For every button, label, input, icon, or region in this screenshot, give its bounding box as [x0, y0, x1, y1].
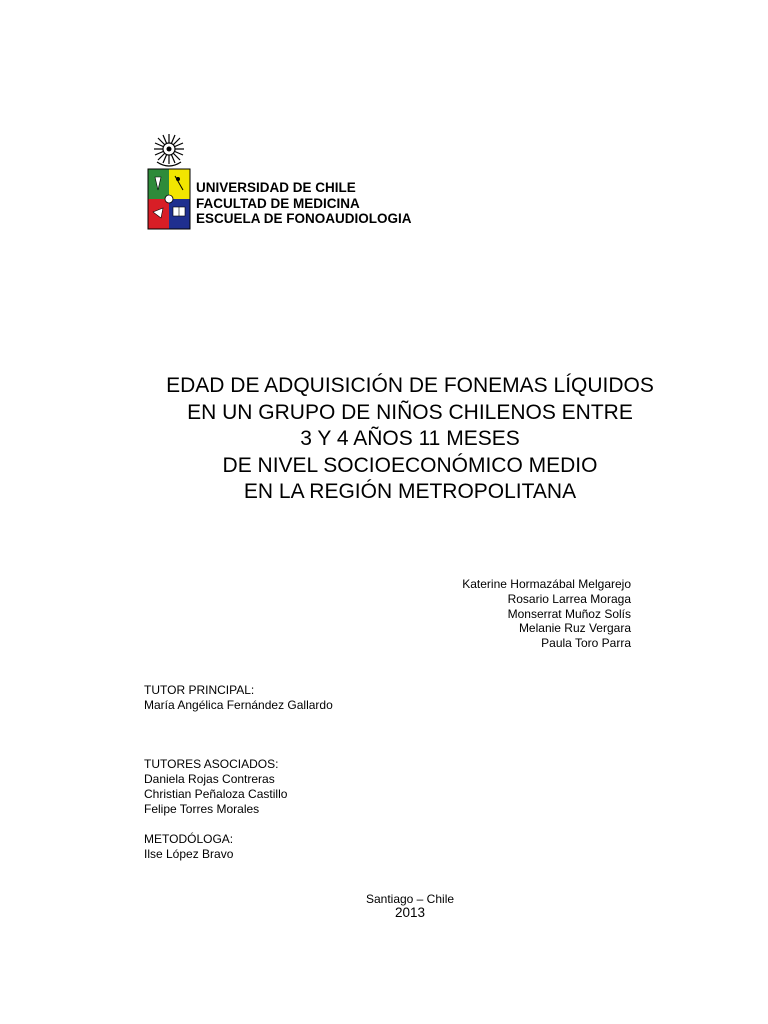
author-name: Katerine Hormazábal Melgarejo — [462, 577, 631, 591]
place-text: Santiago – Chile — [365, 892, 455, 906]
tutor-principal-block — [144, 683, 333, 713]
tutor-asociado-name: Christian Peñaloza Castillo — [144, 787, 288, 801]
author-name: Monserrat Muñoz Solís — [507, 606, 631, 621]
author-name: Paula Toro Parra — [541, 636, 631, 651]
tutores-asociados-label: TUTORES ASOCIADOS: — [144, 757, 279, 771]
tutor-asociado-name: Felipe Torres Morales — [144, 802, 260, 816]
year-text: 2013 — [394, 905, 426, 920]
thesis-title — [0, 373, 768, 506]
shield-icon — [148, 169, 190, 229]
metodologa-name: Ilse López Bravo — [144, 847, 234, 861]
title-line: EDAD DE ADQUISICIÓN DE FONEMAS LÍQUIDOS — [166, 374, 654, 397]
tutor-principal-name: María Angélica Fernández Gallardo — [144, 698, 333, 712]
school-name: ESCUELA DE FONOAUDIOLOGIA — [196, 211, 412, 226]
tutores-asociados-block — [144, 757, 287, 817]
place-date-block — [310, 892, 510, 920]
metodologa-label: METODÓLOGA: — [144, 832, 234, 846]
university-name: UNIVERSIDAD DE CHILE — [196, 180, 356, 195]
faculty-name: FACULTAD DE MEDICINA — [196, 195, 360, 211]
title-line: EN LA REGIÓN METROPOLITANA — [243, 480, 577, 503]
tutor-principal-label: TUTOR PRINCIPAL: — [144, 683, 255, 697]
authors-list — [462, 577, 631, 651]
title-line: EN UN GRUPO DE NIÑOS CHILENOS ENTRE — [187, 400, 633, 424]
institution-block — [196, 180, 412, 227]
title-line: DE NIVEL SOCIOECONÓMICO MEDIO — [222, 453, 598, 477]
title-line: 3 Y 4 AÑOS 11 MESES — [300, 427, 520, 450]
tutor-asociado-name: Daniela Rojas Contreras — [144, 772, 275, 786]
author-name: Rosario Larrea Moraga — [507, 591, 631, 606]
author-name: Melanie Ruz Vergara — [518, 621, 631, 636]
university-crest-logo — [147, 132, 191, 230]
metodologa-block — [144, 832, 233, 862]
